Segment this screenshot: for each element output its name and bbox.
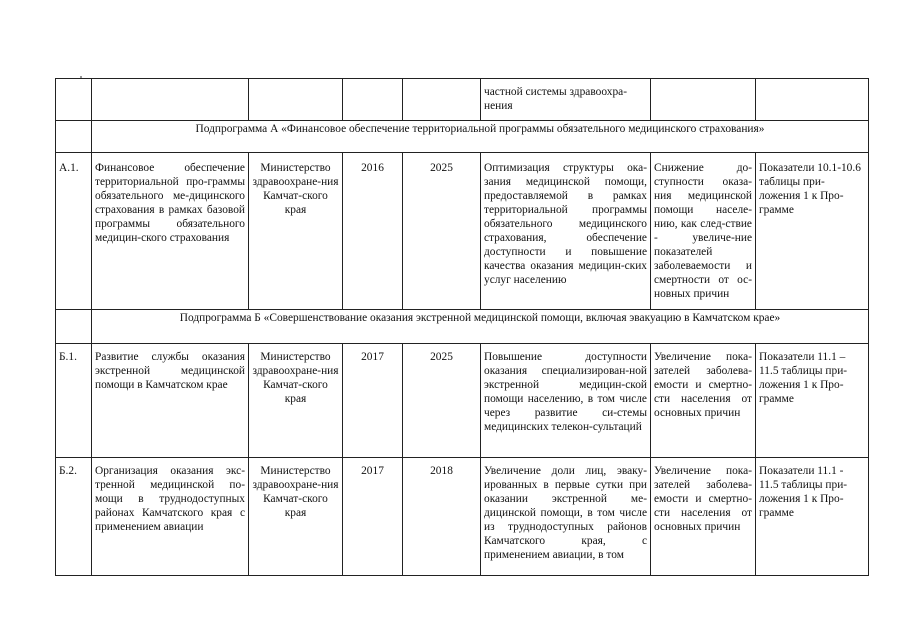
activity-name: Финансовое обеспечение территориальной про-граммы обязательного ме-дицинского страхования в рамках базовой программы обязательного медицин-ского страхования <box>92 153 249 310</box>
linked-indicators: Показатели 11.1 – 11.5 таблицы при-ложения 1 к Про-грамме <box>756 344 869 458</box>
expected-result: Оптимизация структуры ока-зания медицинской помощи, предоставляемой в рамках территориальной программы обязательного медицинского страхования, обеспечение доступности и повышение качества оказания медицин-ских услуг населению <box>481 153 651 310</box>
table-row <box>56 79 869 121</box>
row-number <box>56 79 92 121</box>
activity-name: Организация оказания экс-тренной медицинской по-мощи в труднодоступных районах Камчатского края с применением авиации <box>92 458 249 576</box>
expected-result: Увеличение доли лиц, эваку-ированных в первые сутки при оказании экстренной ме-дицинской помощи, в том числе из труднодоступных районов Камчатского края, с применением авиации, в том <box>481 458 651 576</box>
end-year <box>403 79 481 121</box>
start-year <box>343 79 403 121</box>
start-year: 2016 <box>343 153 403 310</box>
row-number: А.1. <box>56 153 92 310</box>
end-year: 2025 <box>403 344 481 458</box>
end-year: 2018 <box>403 458 481 576</box>
non-implementation-consequence <box>651 79 756 121</box>
executor <box>249 79 343 121</box>
start-year: 2017 <box>343 344 403 458</box>
activity-name: Развитие службы оказания экстренной медицинской помощи в Камчатском крае <box>92 344 249 458</box>
subprogram-a-title: Подпрограмма А «Финансовое обеспечение территориальной программы обязательного медицинского страхования» <box>92 121 869 153</box>
row-number: Б.2. <box>56 458 92 576</box>
linked-indicators <box>756 79 869 121</box>
program-activities-table <box>55 78 869 576</box>
non-implementation-consequence: Снижение до-ступности оказа-ния медицинской помощи населе-нию, как след-ствие - увеличе-ние показателей заболеваемости и смертности от ос-новных причин <box>651 153 756 310</box>
section-number-cell <box>56 121 92 153</box>
table-row <box>56 344 869 458</box>
start-year: 2017 <box>343 458 403 576</box>
non-implementation-consequence: Увеличение пока-зателей заболева-емости и смертно-сти населения от основных причин <box>651 458 756 576</box>
table-row <box>56 153 869 310</box>
executor: Министерство здравоохране-ния Камчат-ского края <box>249 153 343 310</box>
section-row <box>56 121 869 153</box>
executor: Министерство здравоохране-ния Камчат-ского края <box>249 458 343 576</box>
linked-indicators: Показатели 10.1-10.6 таблицы при-ложения 1 к Про-грамме <box>756 153 869 310</box>
linked-indicators: Показатели 11.1 - 11.5 таблицы при-ложения 1 к Про-грамме <box>756 458 869 576</box>
end-year: 2025 <box>403 153 481 310</box>
activity-name <box>92 79 249 121</box>
table-row <box>56 458 869 576</box>
section-number-cell <box>56 310 92 344</box>
expected-result: частной системы здравоохра-нения <box>481 79 651 121</box>
row-number: Б.1. <box>56 344 92 458</box>
subprogram-b-title: Подпрограмма Б «Совершенствование оказания экстренной медицинской помощи, включая эвакуацию в Камчатском крае» <box>92 310 869 344</box>
section-row <box>56 310 869 344</box>
non-implementation-consequence: Увеличение пока-зателей заболева-емости и смертно-сти населения от основных причин <box>651 344 756 458</box>
expected-result: Повышение доступности оказания специализирован-ной экстренной медицин-ской помощи населению, в том числе через развитие си-стемы медицинских телекон-сультаций <box>481 344 651 458</box>
executor: Министерство здравоохране-ния Камчат-ского края <box>249 344 343 458</box>
